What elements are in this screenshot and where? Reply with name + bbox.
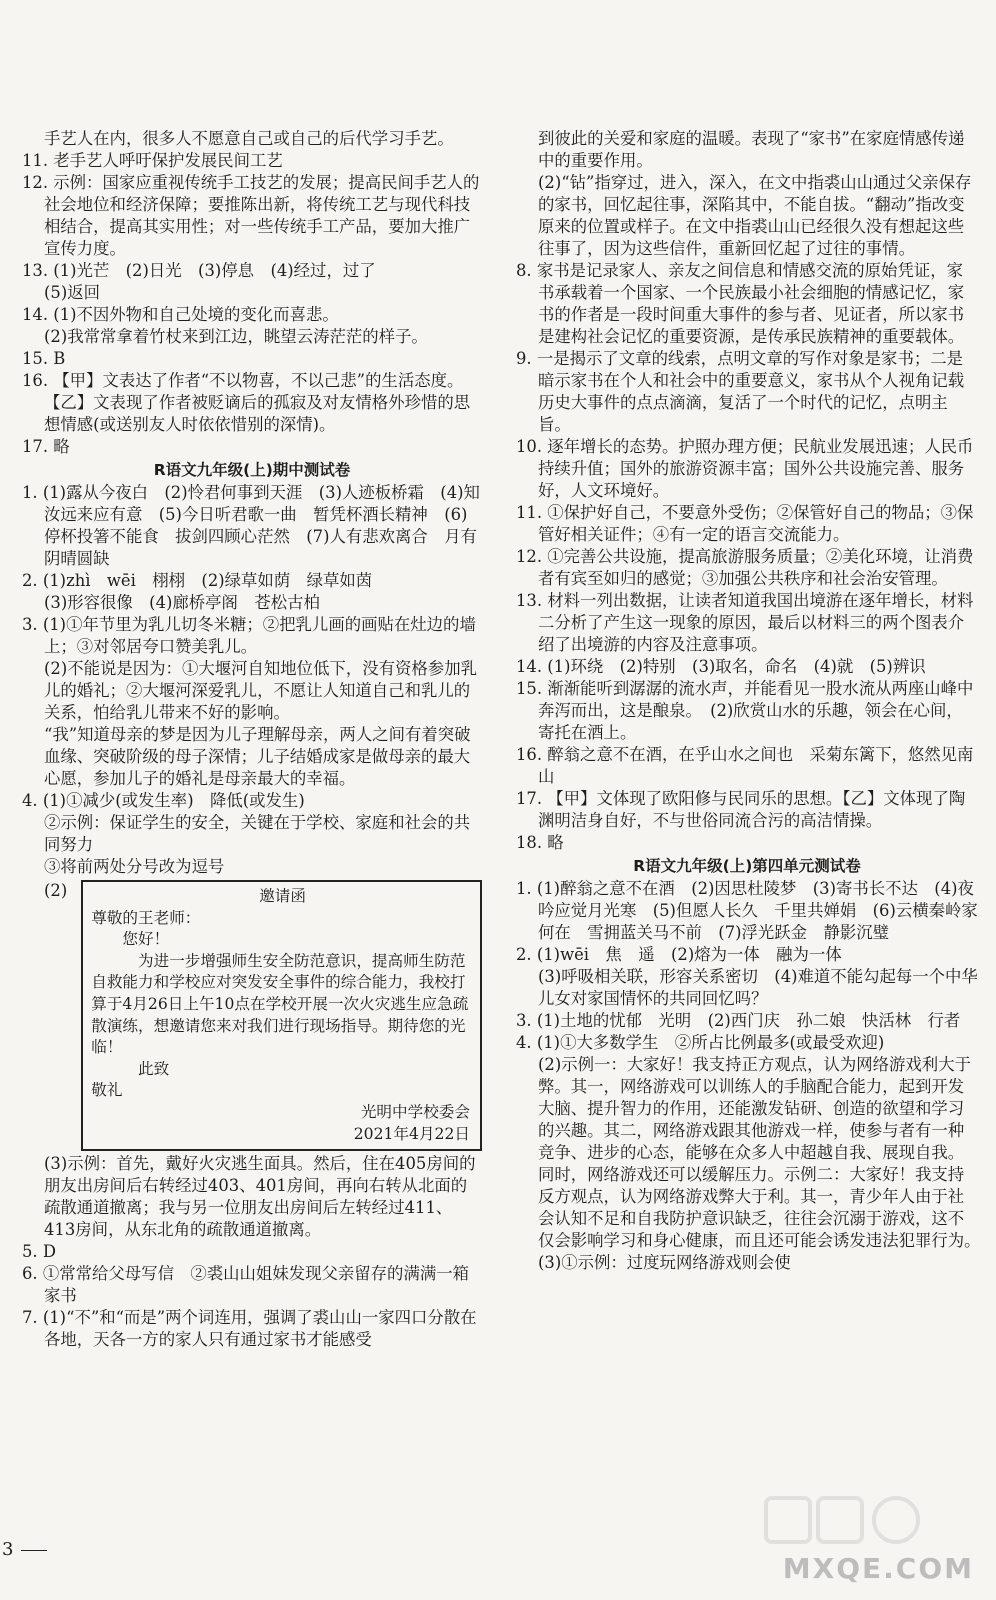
letter-closing-1: 此致: [138, 1059, 170, 1078]
answer-line: 16. 【甲】文表达了作者“不以物喜，不以己悲”的生活态度。: [22, 371, 464, 390]
answer-line: 13. 材料一列出数据，让读者知道我国出境游在逐年增长，材料二分析了产生这一现象的原因，最后以材料三的两个图表介绍了出境游的内容及注意事项。: [516, 591, 974, 654]
answer-line: 13. (1)光芒 (2)日光 (3)停息 (4)经过，过了: [22, 261, 376, 280]
answer-line: 11. ①保护好自己，不要意外受伤；②保管好自己的物品；③保管好相关证件；④有一定的语言交流能力。: [516, 503, 974, 544]
page-number: [2, 1539, 47, 1560]
answer-line: 16. 醉翁之意不在酒，在乎山水之间也 采菊东篱下，悠然见南山: [516, 745, 974, 786]
letter-block: [22, 880, 482, 1151]
answer-line: 4. (1)①减少(或发生率) 降低(或发生): [22, 791, 305, 810]
letter-date: 2021年4月22日: [353, 1124, 470, 1143]
answer-line: 14. (1)环绕 (2)特别 (3)取名，命名 (4)就 (5)辨识: [516, 657, 926, 676]
answer-line: 12. 示例：国家应重视传统手工技艺的发展；提高民间手艺人的社会地位和经济保障；要推陈出新，将传统工艺与现代科技相结合，提高其实用性；对一些传统手工产品，要加大推广宣传力度。: [22, 173, 480, 258]
answer-line: 1. (1)露从今夜白 (2)怜君何事到天涯 (3)人迹板桥霜 (4)知汝远来应有意 (5)今日听君歌一曲 暂凭杯酒长精神 (6)停杯投箸不能食 拔剑四顾心茫然 (7)人有悲欢离合 月有阴晴圆缺: [22, 483, 480, 568]
answer-line: 7. (1)“不”和“而是”两个词连用，强调了裘山山一家四口分散在各地，天各一方的家人只有通过家书才能感受: [22, 1308, 477, 1350]
answer-line: (3)示例：首先，戴好火灾逃生面具。然后，住在405房间的朋友出房间后右转经过403、401房间，再向右转从北面的疏散通道撤离；我与另一位朋友出房间后左转经过411、413房间，从东北角的疏散通道撤离。: [44, 1154, 476, 1240]
letter-greeting: 尊敬的王老师：: [91, 908, 201, 927]
footer-dash: [21, 1550, 47, 1551]
section-title-unit4: R语文九年级(上)第四单元测试卷: [633, 857, 861, 875]
answer-line: 3. (1)土地的忧郁 光明 (2)西门庆 孙二娘 快活林 行者: [516, 1011, 961, 1030]
answer-line: 9. 一是揭示了文章的线索，点明文章的写作对象是家书；二是暗示家书在个人和社会中的重要意义，家书从个人视角记载历史大事件的点点滴滴，复活了一个时代的记忆，点明主旨。: [516, 349, 965, 434]
section-title-midterm: R语文九年级(上)期中测试卷: [153, 461, 351, 479]
right-column: [516, 128, 989, 1274]
answer-line: 12. ①完善公共设施，提高旅游服务质量；②美化环境，让消费者有宾至如归的感觉；③加强公共秩序和社会治安管理。: [516, 547, 974, 588]
answer-line: 手艺人在内，很多人不愿意自己或自己的后代学习手艺。: [44, 129, 454, 148]
answer-line: (2)“钻”指穿过，进入，深入，在文中指裘山山通过父亲保存的家书，回忆起往事，深陷其中，不能自拔。“翻动”指改变原来的位置或样子。在文中指裘山山已经很久没有想起这些往事了，因为这些信件，重新回忆起了过往的事情。: [538, 173, 972, 258]
answer-line: 【乙】文表现了作者被贬谪后的孤寂及对友情格外珍惜的思想情感(或送别友人时依依惜别的深情)。: [44, 393, 471, 434]
answer-line: 14. (1)不因外物和自己处境的变化而喜悲。: [22, 305, 339, 324]
answer-line: 2. (1)zhì wēi 栩栩 (2)绿草如荫 绿草如茵: [22, 571, 373, 590]
answer-line: “我”知道母亲的梦是因为儿子理解母亲，两人之间有着突破血缘、突破阶级的母子深情；儿子结婚成家是做母亲的最大心愿，参加儿子的婚礼是母亲最大的幸福。: [44, 725, 471, 788]
page-number-text: 3: [2, 1539, 14, 1560]
answer-line: (2)我常常拿着竹杖来到江边，眺望云涛茫茫的样子。: [44, 327, 428, 346]
answer-line: 15. B: [22, 349, 66, 368]
answer-line: (2)不能说是因为：①大堰河自知地位低下，没有资格参加乳儿的婚礼；②大堰河深爱乳儿，不愿让人知道自己和乳儿的关系，怕给乳儿带来不好的影响。: [44, 659, 477, 722]
answer-line: (3)呼吸相关联，形容关系密切 (4)难道不能勾起每一个中华儿女对家国情怀的共同回忆吗？: [538, 967, 978, 1008]
answer-line: 15. 渐渐能听到潺潺的流水声，并能看见一股水流从两座山峰中奔泻而出，这是酿泉。 (2)欣赏山水的乐趣，领会在心间，寄托在酒上。: [516, 679, 974, 742]
answer-line: (5)返回: [44, 283, 100, 302]
answer-line: 17. 略: [22, 437, 70, 456]
letter-hello: 您好！: [122, 930, 170, 949]
answer-line: 1. (1)醉翁之意不在酒 (2)因思杜陵梦 (3)寄书长不达 (4)夜吟应觉月光寒 (5)但愿人长久 千里共婵娟 (6)云横秦岭家何在 雪拥蓝关马不前 (7)浮光跃金 静影沉璧: [516, 879, 978, 942]
letter-body: 为进一步增强师生安全防范意识，提高师生防范自救能力和学校应对突发安全事件的综合能力，我校打算于4月26日上午10点在学校开展一次火灾逃生应急疏散演练，想邀请您来对我们进行现场指导。期待您的光临！: [91, 951, 469, 1057]
letter-number: (2): [44, 881, 68, 900]
answer-line: ③将前两处分号改为逗号: [44, 857, 225, 876]
answer-line: 11. 老手艺人呼吁保护发展民间工艺: [22, 151, 283, 170]
letter-title: 邀请函: [259, 887, 306, 905]
invitation-letter: [81, 880, 482, 1151]
answer-line: 6. ①常常给父母写信 ②裘山山姐妹发现父亲留存的满满一箱家书: [22, 1264, 470, 1306]
left-column: [22, 128, 482, 1351]
answer-line: 5. D: [22, 1242, 56, 1262]
answer-line: 2. (1)wēi 焦 遥 (2)熔为一体 融为一体: [516, 945, 842, 964]
answer-line: (2)示例一：大家好！我支持正方观点，认为网络游戏利大于弊。其一，网络游戏可以训练人的手脑配合能力，起到开发大脑、提升智力的作用，还能激发钻研、创造的欲望和学习的兴趣。其二，网络游戏跟其他游戏一样，使参与者有一种竞争、进步的心态，能够在众多人中超越自我、展现自我。同时，网络游戏还可以缓解压力。示例二：大家好！我支持反方观点，认为网络游戏弊大于利。其一，青少年人由于社会认知不足和自我防护意识缺乏，往往会沉溺于游戏，这不仅会影响学习和身心健康，而且还可能会诱发违法犯罪行为。 (3)①示例：过度玩网络游戏则会使: [538, 1055, 989, 1272]
watermark-text: MXQE.COM: [782, 1552, 974, 1585]
answer-line: ②示例：保证学生的安全，关键在于学校、家庭和社会的共同努力: [44, 813, 471, 854]
answer-line: 到彼此的关爱和家庭的温暖。表现了“家书”在家庭情感传递中的重要作用。: [538, 129, 965, 170]
answer-line: 18. 略: [516, 833, 564, 852]
answer-line: 17. 【甲】文体现了欧阳修与民同乐的思想。【乙】文体现了陶渊明洁身自好，不与世俗同流合污的高洁情操。: [516, 789, 966, 830]
answer-line: 3. (1)①年节里为乳儿切冬米糖；②把乳儿画的画贴在灶边的墙上；③对邻居夸口赞美乳儿。: [22, 615, 476, 656]
answer-line: (3)形容很像 (4)廊桥亭阁 苍松古柏: [44, 593, 320, 612]
answer-line: 8. 家书是记录家人、亲友之间信息和情感交流的原始凭证，家书承载着一个国家、一个民族最小社会细胞的情感记忆，家书的作者是一段时间重大事件的参与者、见证者，所以家书是建构社会记忆的重要资源，是传承民族精神的重要载体。: [516, 261, 965, 346]
letter-sender: 光明中学校委会: [360, 1102, 470, 1121]
answer-line: 10. 逐年增长的态势。护照办理方便；民航业发展迅速；人民币持续升值；国外的旅游资源丰富；国外公共设施完善、服务好，人文环境好。: [516, 437, 974, 500]
answer-line: 4. (1)①大多数学生 ②所占比例最多(或最受欢迎): [516, 1033, 885, 1052]
letter-closing-2: 敬礼: [91, 1081, 123, 1100]
